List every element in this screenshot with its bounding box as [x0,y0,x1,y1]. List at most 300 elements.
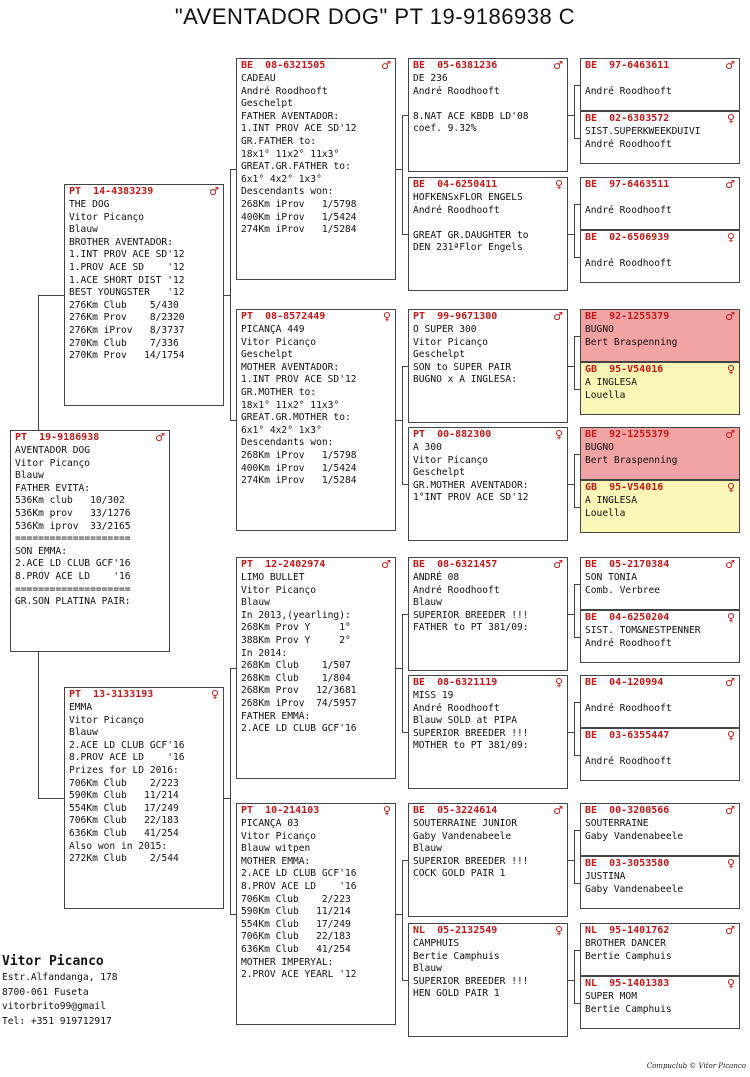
card-line: 276Km Club 5/430 [69,299,179,311]
connector-line [574,204,580,205]
card-header [581,112,739,125]
connector-line [574,950,575,1003]
card-line: GREAT.GR.FATHER to: [241,161,351,173]
card-line: Vitor Picanço [241,830,317,842]
male-symbol-icon: ♂ [725,428,735,441]
ring-number: BE 92-1255379 [585,429,670,440]
pigeon-card-sds [408,309,568,423]
card-line: HOFKENSxFLOR ENGELS [413,192,523,203]
card-line: A 300 [413,442,442,453]
pigeon-card-g2 [580,111,740,164]
card-header [409,804,567,817]
ring-number: BE 02-6506939 [585,232,670,243]
connector-line [574,454,580,455]
connector-line [402,614,403,732]
card-header [237,310,395,323]
card-line: Louella [585,389,626,401]
card-body [409,191,567,255]
pigeon-card-g5 [580,309,740,362]
pigeon-card-g6 [580,362,740,415]
ring-number: BE 00-3200566 [585,805,670,816]
connector-line [574,830,580,831]
ring-number: BE 97-6463511 [585,179,670,190]
female-symbol-icon: ♀ [726,729,735,742]
card-line: MOTHER IMPERYAL: [241,956,334,968]
pigeon-card-g7 [580,427,740,480]
card-line: Geschelpt [413,467,465,479]
card-line: coef. 9.32% [413,123,477,135]
card-header [581,59,739,72]
card-body [65,198,223,363]
pigeon-card-g14 [580,856,740,909]
pigeon-card-g8 [580,480,740,533]
card-line: CAMPHUIS [413,938,460,949]
connector-line [402,115,403,234]
card-line: HEN GOLD PAIR 1 [413,988,500,1000]
card-line: 400Km iProv 1/5424 [241,462,357,474]
connector-line [402,484,408,485]
connector-line [402,980,408,981]
card-line: Bertie Camphuis [413,950,500,962]
male-symbol-icon: ♂ [381,59,391,72]
ring-number: NL 95-1401383 [585,978,670,989]
pigeon-card-g3 [580,177,740,230]
card-line: GR.FATHER to: [241,135,317,147]
card-header [409,558,567,571]
card-header [581,310,739,323]
card-line: André Roodhooft [241,85,328,97]
card-body [409,817,567,881]
connector-line [38,295,39,430]
ring-number: PT 19-9186938 [15,432,100,443]
card-line: PICANÇA 03 [241,818,299,829]
connector-line [574,1003,580,1004]
card-line: GR.MOTHER to: [241,386,317,398]
connector-line [574,257,580,258]
pedigree-title: "AVENTADOR DOG" PT 19-9186938 C [174,4,576,29]
female-symbol-icon: ♀ [726,857,735,870]
connector-line [574,755,580,756]
male-symbol-icon: ♂ [725,676,735,689]
card-header [581,481,739,494]
card-line: THE DOG [69,199,110,210]
card-line: Bertie Camphuis [585,1003,672,1015]
card-line: Blauw [413,597,442,609]
card-line: Vitor Picanço [69,211,145,223]
card-body [581,191,739,217]
card-line: André Roodhooft [585,138,672,150]
card-line: 400Km iProv 1/5424 [241,211,357,223]
card-line: MOTHER EMMA: [241,855,311,867]
female-symbol-icon: ♀ [726,977,735,990]
card-header [581,363,739,376]
male-symbol-icon: ♂ [553,804,563,817]
card-line: 1.INT PROV ACE SD'12 [69,249,185,261]
card-header [409,924,567,937]
ring-number: BE 03-3053580 [585,858,670,869]
connector-line [402,732,408,733]
card-body [409,937,567,1001]
card-line: 270Km Prov 14/1754 [69,350,185,362]
connector-line [574,85,575,138]
card-line: GR.SON PLATINA PAIR: [15,596,131,608]
card-header [65,688,223,701]
pigeon-card-ddd [408,923,568,1037]
card-line: Gaby Vandenabeele [413,830,512,842]
pigeon-card-ds [236,557,396,779]
card-header [65,185,223,198]
connector-line [402,860,408,861]
female-symbol-icon: ♀ [554,428,563,441]
pigeon-card-sdd [408,427,568,541]
card-body [581,870,739,896]
connector-line [402,614,408,615]
ring-number: BE 05-3224614 [413,805,498,816]
card-line [413,217,563,230]
card-line: Descendants won: [241,437,334,449]
pigeon-card-g10 [580,610,740,663]
card-line: André Roodhooft [585,85,672,97]
pigeon-card-subject [10,430,170,652]
card-line: Blauw [15,470,44,482]
female-symbol-icon: ♀ [554,924,563,937]
pigeon-card-dss [408,557,568,671]
card-line: A INGLESA [585,495,637,506]
ring-number: BE 02-6303572 [585,113,670,124]
card-line: GREAT.GR.MOTHER to: [241,412,351,424]
connector-line [402,115,408,116]
card-line: Bert Braspenning [585,336,678,348]
male-symbol-icon: ♂ [381,558,391,571]
pigeon-card-g4 [580,230,740,283]
male-symbol-icon: ♂ [553,310,563,323]
card-header [237,59,395,72]
pigeon-card-g12 [580,728,740,781]
connector-line [402,860,403,980]
connector-line [574,702,575,755]
card-line: 2.ACE LD CLUB GCF'16 [15,558,131,570]
connector-line [402,234,408,235]
ring-number: PT 00-882300 [413,429,492,440]
card-line: BROTHER DANCER [585,938,666,949]
card-body [581,376,739,402]
card-line: 2.ACE LD CLUB GCF'16 [241,868,357,880]
card-line: Gaby Vandenabeele [585,830,684,842]
card-line: 1°INT PROV ACE SD'12 [413,492,529,504]
connector-line [574,507,580,508]
card-line: 1.INT PROV ACE SD'12 [241,374,357,386]
card-line: Gaby Vandenabeele [585,883,684,895]
card-header [409,59,567,72]
card-body [237,817,395,982]
card-line: Blauw [241,597,270,609]
connector-line [38,652,39,798]
card-line: Bert Braspenning [585,454,678,466]
ring-number: NL 95-1401762 [585,925,670,936]
card-line: GREAT GR.DAUGHTER to [413,229,529,241]
card-header [581,178,739,191]
card-line: 706Km Club 22/183 [69,815,179,827]
card-line: 268Km Club 1/507 [241,660,351,672]
ring-number: BE 04-6250204 [585,612,670,623]
card-line: 536Km prov 33/1276 [15,507,131,519]
male-symbol-icon: ♂ [725,558,735,571]
male-symbol-icon: ♂ [209,185,219,198]
card-line: Blauw [413,963,442,975]
card-line: Louella [585,507,626,519]
pigeon-card-ssd [408,177,568,291]
card-body [581,937,739,963]
ring-number: NL 05-2132549 [413,925,498,936]
card-line [585,743,735,756]
card-line [413,98,563,111]
female-symbol-icon: ♀ [382,310,391,323]
card-line: 636Km Club 41/254 [241,943,351,955]
card-body [409,323,567,387]
card-line: MOTHER to PT 381/09: [413,740,529,752]
card-line: Blauw [69,224,98,236]
connector-line [574,85,580,86]
card-line: SIST.SUPERKWEEKDUIVI [585,126,701,137]
connector-line [230,420,236,421]
connector-line [230,914,236,915]
card-line [585,73,735,86]
card-body [237,571,395,736]
card-line: ANDRÉ 08 [413,572,460,583]
pigeon-card-sd [236,309,396,531]
card-line: 18x1° 11x2° 11x3° [241,399,340,411]
card-body [409,571,567,635]
card-line: André Roodhooft [585,204,672,216]
card-body [409,72,567,136]
card-line: SUPERIOR BREEDER !!! [413,727,529,739]
card-line: 6x1° 4x2° 1x3° [241,173,322,185]
card-line: CADEAU [241,73,276,84]
connector-line [574,454,575,507]
card-line: André Roodhooft [413,584,500,596]
owner-phone: Tel: +351 919712917 [2,1015,112,1027]
card-line: SUPER MOM [585,991,637,1002]
female-symbol-icon: ♀ [726,611,735,624]
card-line: 2.PROV ACE YEARL '12 [241,969,357,981]
card-line: Vitor Picanço [241,336,317,348]
ring-number: BE 08-6321457 [413,559,498,570]
card-header [581,558,739,571]
card-line: Geschelpt [241,98,293,110]
pigeon-card-dd [236,803,396,1025]
female-symbol-icon: ♀ [726,231,735,244]
card-line: BROTHER AVENTADOR: [69,236,173,248]
card-line: GR.MOTHER AVENTADOR: [413,479,529,491]
male-symbol-icon: ♂ [553,558,563,571]
card-line: SOUTERRAINE [585,818,649,829]
card-line: 270Km Club 7/336 [69,337,179,349]
card-body [581,571,739,597]
card-line: Geschelpt [241,349,293,361]
male-symbol-icon: ♂ [725,59,735,72]
card-line: BUGNO [585,324,614,335]
ring-number: PT 14-4383239 [69,186,154,197]
ring-number: PT 13-3133193 [69,689,154,700]
card-line: André Roodhooft [413,702,500,714]
male-symbol-icon: ♂ [725,924,735,937]
connector-line [574,637,580,638]
female-symbol-icon: ♀ [726,363,735,376]
card-line: 8.PROV ACE LD '16 [69,752,185,764]
card-line: Comb. Verbree [585,584,661,596]
connector-line [574,702,580,703]
ring-number: BE 97-6463611 [585,60,670,71]
card-body [581,72,739,98]
card-header [581,729,739,742]
card-line: 1.ACE SHORT DIST '12 [69,274,185,286]
connector-line [574,950,580,951]
pigeon-card-dam [64,687,224,909]
card-line: SIST. TOM&NESTPENNER [585,625,701,636]
card-line: SON EMMA: [15,545,67,557]
card-line: FATHER EMMA: [241,710,311,722]
card-header [581,804,739,817]
card-line: BUGNO [585,442,614,453]
card-line: 388Km Prov Y 2° [241,634,351,646]
connector-line [230,668,231,914]
owner-address: Estr.Alfandanga, 178 [2,972,118,983]
card-line: PICANÇA 449 [241,324,305,335]
card-line: 6x1° 4x2° 1x3° [241,424,322,436]
card-header [237,558,395,571]
card-line: SUPERIOR BREEDER !!! [413,609,529,621]
female-symbol-icon: ♀ [382,804,391,817]
pigeon-card-sss [408,58,568,172]
card-line: Vitor Picanço [15,457,91,469]
connector-line [574,138,580,139]
owner-email: vitorbrito99@gmail [2,1001,106,1012]
card-line: 706Km Club 2/223 [241,893,351,905]
card-line: Blauw SOLD at PIPA [413,715,517,727]
owner-name: Vitor Picanco [2,954,104,969]
connector-line [574,584,580,585]
connector-line [574,336,580,337]
card-body [11,444,169,609]
pigeon-card-g16 [580,976,740,1029]
ring-number: PT 12-2402974 [241,559,326,570]
card-line: 536Km iprov 33/2165 [15,520,131,532]
connector-line [230,169,236,170]
pigeon-card-ss [236,58,396,280]
card-line: Vitor Picanço [241,584,317,596]
pigeon-card-g13 [580,803,740,856]
card-body [581,742,739,768]
card-header [581,857,739,870]
card-header [237,804,395,817]
card-body [581,441,739,467]
male-symbol-icon: ♂ [725,804,735,817]
card-line: FATHER EVITA: [15,482,91,494]
card-body [581,624,739,650]
connector-line [574,336,575,389]
ring-number: BE 08-6321119 [413,677,498,688]
ring-number: GB 95-V54016 [585,482,664,493]
card-line: 2.ACE LD CLUB GCF'16 [241,723,357,735]
connector-line [574,830,575,883]
card-body [409,441,567,505]
card-line: 1.PROV ACE SD '12 [69,261,185,273]
card-line: André Roodhooft [585,755,672,767]
card-header [581,611,739,624]
ring-number: BE 08-6321505 [241,60,326,71]
pigeon-card-g11 [580,675,740,728]
card-line: SUPERIOR BREEDER !!! [413,855,529,867]
card-line: 276Km iProv 8/3737 [69,324,185,336]
card-header [581,977,739,990]
connector-line [402,366,403,484]
card-line: FATHER to PT 381/09: [413,622,529,634]
card-line: André Roodhooft [413,85,500,97]
card-line: 636Km Club 41/254 [69,827,179,839]
card-line: DEN 231ªFlor Engels [413,242,523,254]
female-symbol-icon: ♀ [726,481,735,494]
pigeon-card-sire [64,184,224,406]
pigeon-card-dsd [408,675,568,789]
card-line: ==================== [15,533,131,545]
card-header [409,178,567,191]
card-line [585,690,735,703]
card-line: JUSTINA [585,871,626,882]
male-symbol-icon: ♂ [725,310,735,323]
connector-line [402,366,408,367]
card-line: 8.PROV ACE LD '16 [15,570,131,582]
card-line: SOUTERRAINE JUNIOR [413,818,517,829]
card-line: 274Km iProv 1/5284 [241,224,357,236]
card-line: LIMO BULLET [241,572,305,583]
connector-line [38,798,64,799]
card-body [581,494,739,520]
pigeon-card-dds [408,803,568,917]
card-header [409,676,567,689]
connector-line [38,295,64,296]
card-line: Vitor Picanço [413,336,489,348]
card-line: ==================== [15,583,131,595]
card-line: SUPERIOR BREEDER !!! [413,975,529,987]
card-line: 554Km Club 17/249 [69,802,179,814]
card-line: O SUPER 300 [413,324,477,335]
card-line [585,245,735,258]
card-line: 706Km Club 22/183 [241,931,351,943]
card-line: André Roodhooft [585,637,672,649]
card-line: In 2014: [241,647,288,659]
female-symbol-icon: ♀ [554,676,563,689]
ring-number: BE 03-6355447 [585,730,670,741]
card-line: SON to SUPER PAIR [413,361,512,373]
card-line: BUGNO x A INGLESA: [413,374,517,386]
card-line: 274Km iProv 1/5284 [241,475,357,487]
card-header [409,428,567,441]
connector-line [574,584,575,637]
card-line: 268Km iProv 1/5798 [241,449,357,461]
card-line: BEST YOUNGSTER '12 [69,287,185,299]
card-line: Also won in 2015: [69,840,168,852]
card-line: 272Km Club 2/544 [69,853,179,865]
card-line: Descendants won: [241,186,334,198]
connector-line [230,668,236,669]
ring-number: BE 04-120994 [585,677,664,688]
female-symbol-icon: ♀ [210,688,219,701]
card-line: 268Km iProv 74/5957 [241,697,357,709]
owner-info [2,953,118,1029]
male-symbol-icon: ♂ [553,59,563,72]
card-line: 18x1° 11x2° 11x3° [241,148,340,160]
card-body [581,323,739,349]
